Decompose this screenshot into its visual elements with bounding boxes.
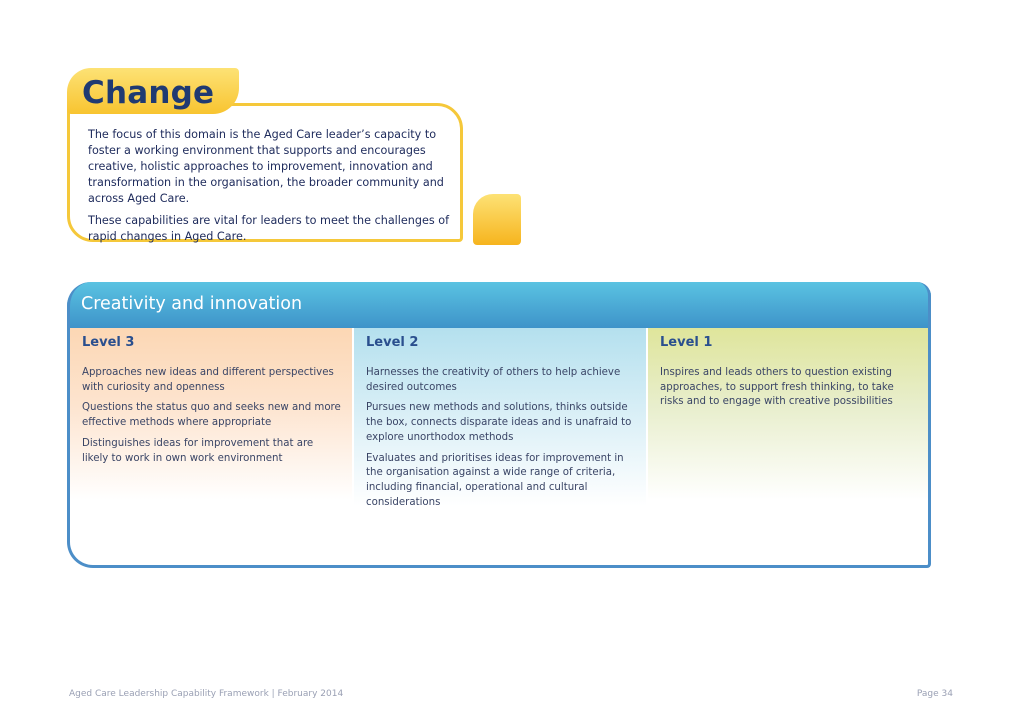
domain-title: Change [82,75,215,111]
domain-intro [88,127,458,251]
level-item: Pursues new methods and solutions, thinks outside the box, connects disparate ideas and is unafraid to explore unorthodox methods [366,402,632,443]
level-item: Evaluates and prioritises ideas for improvement in the organisation against a wide range of criteria, including financial, operational and cultural considerations [366,452,624,508]
level-3-column [70,328,352,500]
domain-intro-paragraph: The focus of this domain is the Aged Care leader’s capacity to foster a working environment that supports and encourages creative, holistic approaches to improvement, innovation and transformation in the organisation, the broader community and across Aged Care. [88,128,444,205]
level-item: Questions the status quo and seeks new and more effective methods where appropriate [82,402,341,429]
level-item: Approaches new ideas and different perspectives with curiosity and openness [82,367,334,393]
decorative-corner-shape [473,194,521,245]
footer-document-title: Aged Care Leadership Capability Framework | February 2014 [69,689,344,699]
level-3-heading: Level 3 [82,335,135,350]
level-1-heading: Level 1 [660,335,713,350]
level-1-column [648,328,928,500]
capability-title: Creativity and innovation [81,294,303,314]
level-item: Distinguishes ideas for improvement that are likely to work in own work environment [82,437,314,464]
domain-intro-paragraph: These capabilities are vital for leaders to meet the challenges of rapid changes in Aged Care. [88,214,450,243]
level-2-column [354,328,646,506]
level-2-heading: Level 2 [366,335,419,350]
level-item: Inspires and leads others to question existing approaches, to support fresh thinking, to take risks and to engage with creative possibilities [660,367,894,408]
page-number: Page 34 [916,689,953,699]
level-item: Harnesses the creativity of others to help achieve desired outcomes [366,367,621,393]
